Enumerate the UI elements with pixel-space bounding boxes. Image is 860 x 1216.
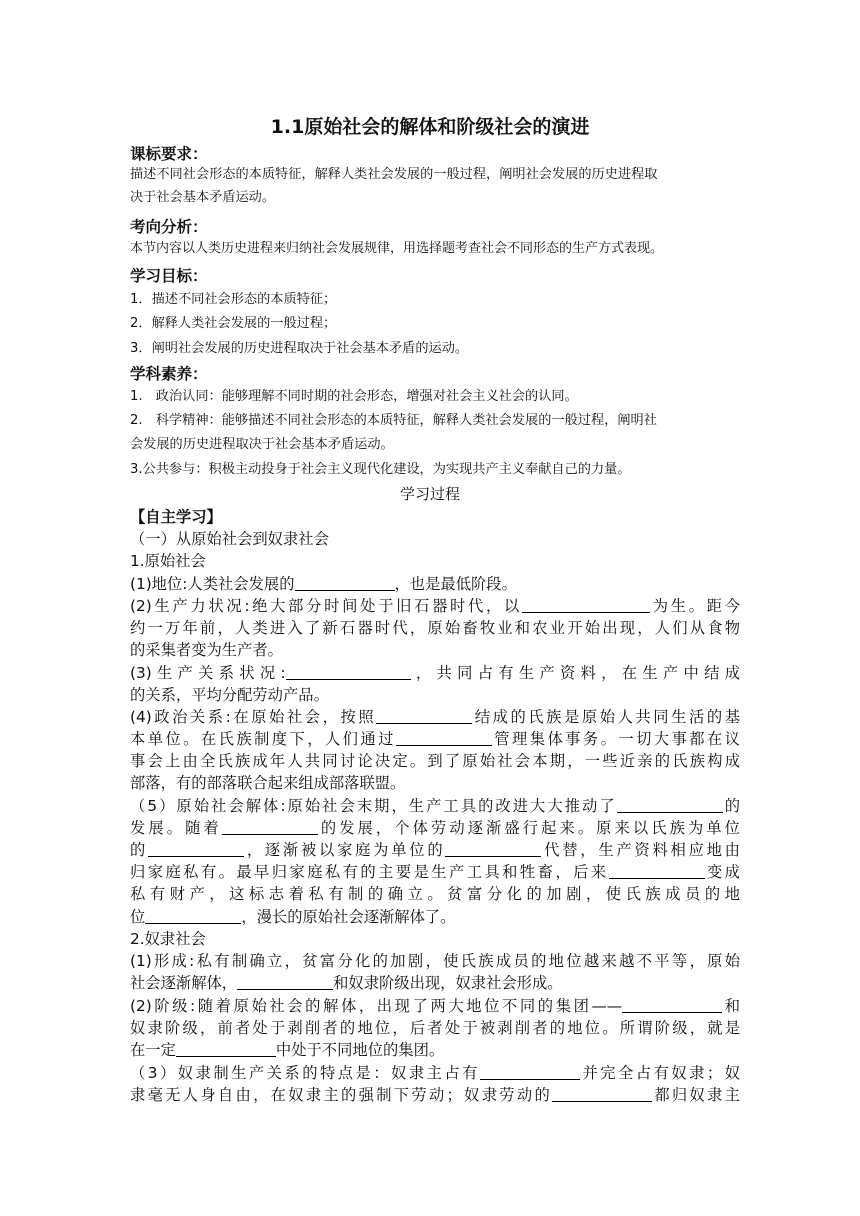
para-4-line-2: 本单位。在氏族制度下，人们通过 管理集体事务。一切大事都在议 <box>130 730 740 748</box>
mubiao-heading: 学习目标： <box>130 267 208 285</box>
section-primitive: 1.原始社会 <box>130 552 206 570</box>
para-3-line-1: (3)生产关系状况: ，共同占有生产资料，在生产中结成 <box>130 664 740 682</box>
fill-blank[interactable] <box>148 840 244 857</box>
slave-para-2-line-3: 在一定 中处于不同地位的集团。 <box>130 1041 445 1059</box>
mubiao-item-2: 2．解释人类社会发展的一般过程； <box>130 316 337 331</box>
para-4-line-4: 部落，有的部落联合起来组成部落联盟。 <box>130 774 406 792</box>
fill-blank[interactable] <box>295 574 395 591</box>
mubiao-item-3: 3．阐明社会发展的历史进程取决于社会基本矛盾的运动。 <box>130 341 469 356</box>
fill-blank[interactable] <box>396 729 492 746</box>
fill-blank[interactable] <box>286 663 411 680</box>
kebiao-heading: 课标要求： <box>130 145 208 163</box>
para-2-line-3: 的采集者变为生产者。 <box>130 641 283 659</box>
kaoxiang-heading: 考向分析： <box>130 218 208 236</box>
suyang-line-3: 会发展的历史进程取决于社会基本矛盾运动。 <box>130 437 394 452</box>
slave-para-3-line-2: 隶毫无人身自由，在奴隶主的强制下劳动；奴隶劳动的 都归奴隶主 <box>130 1086 740 1104</box>
para-4-line-1: (4)政治关系:在原始社会，按照 结成的氏族是原始人共同生活的基 <box>130 708 740 726</box>
suyang-line-2: 2. 科学精神：能够描述不同社会形态的本质特征，解释人类社会发展的一般过程，阐明社 <box>130 413 657 428</box>
para-5-line-6: 位 ，漫长的原始社会逐渐解体了。 <box>130 908 456 926</box>
section-slave: 2.奴隶社会 <box>130 930 206 948</box>
mubiao-item-1: 1．描述不同社会形态的本质特征； <box>130 292 337 307</box>
para-5-line-5: 私有财产，这标志着私有制的确立。贫富分化的加剧，使氏族成员的地 <box>130 885 740 903</box>
slave-para-2-line-1: (2)阶级:随着原始社会的解体，出现了两大地位不同的集团—— 和 <box>130 997 740 1015</box>
fill-blank[interactable] <box>617 796 723 813</box>
kaoxiang-line: 本节内容以人类历史进程来归纳社会发展规律，用选择题考查社会不同形态的生产方式表现。 <box>130 241 664 256</box>
process-title: 学习过程 <box>399 485 460 503</box>
fill-blank[interactable] <box>445 840 541 857</box>
fill-blank[interactable] <box>222 818 318 835</box>
slave-para-2-line-2: 奴隶阶级，前者处于剥削者的地位，后者处于被剥削者的地位。所谓阶级，就是 <box>130 1019 740 1037</box>
suyang-line-4: 3.公共参与：积极主动投身于社会主义现代化建设，为实现共产主义奉献自己的力量。 <box>130 462 631 477</box>
fill-blank[interactable] <box>237 973 333 990</box>
para-5-line-1: （5）原始社会解体:原始社会末期，生产工具的改进大大推动了 的 <box>130 797 740 815</box>
suyang-heading: 学科素养： <box>130 365 208 383</box>
kebiao-line-2: 决于社会基本矛盾运动。 <box>130 190 276 205</box>
para-5-line-3: 的 ，逐渐被以家庭为单位的 代替，生产资料相应地由 <box>130 841 740 859</box>
kebiao-line-1: 描述不同社会形态的本质特征，解释人类社会发展的一般过程，阐明社会发展的历史进程取 <box>130 167 658 182</box>
fill-blank[interactable] <box>480 1063 580 1080</box>
fill-blank[interactable] <box>176 1040 276 1057</box>
fill-blank[interactable] <box>376 707 472 724</box>
slave-para-3-line-1: （3）奴隶制生产关系的特点是：奴隶主占有 并完全占有奴隶；奴 <box>130 1064 740 1082</box>
suyang-line-1: 1. 政治认同：能够理解不同时期的社会形态，增强对社会主义社会的认同。 <box>130 389 578 404</box>
slave-para-1-line-1: (1)形成:私有制确立，贫富分化的加剧，使氏族成员的地位越来越不平等，原始 <box>130 952 740 970</box>
para-1-line-1: (1)地位:人类社会发展的 ，也是最低阶段。 <box>130 575 517 593</box>
para-4-line-3: 事会上由全氏族成年人共同讨论决定。到了原始社会本期，一些近亲的氏族构成 <box>130 752 740 770</box>
fill-blank[interactable] <box>622 996 722 1013</box>
fill-blank[interactable] <box>522 596 650 613</box>
para-5-line-4: 归家庭私有。最早归家庭私有的主要是生产工具和牲畜，后来 变成 <box>130 863 740 881</box>
slave-para-1-line-2: 社会逐渐解体， 和奴隶阶级出现，奴隶社会形成。 <box>130 974 563 992</box>
fill-blank[interactable] <box>145 907 241 924</box>
subsection-1: （一）从原始社会到奴隶社会 <box>130 530 329 548</box>
para-2-line-2: 约一万年前，人类进入了新石器时代，原始畜牧业和农业开始出现，人们从食物 <box>130 619 740 637</box>
para-3-line-2: 的关系，平均分配劳动产品。 <box>130 686 329 704</box>
study-heading: 【自主学习】 <box>130 508 222 526</box>
fill-blank[interactable] <box>552 1085 652 1102</box>
page-title: 1.1原始社会的解体和阶级社会的演进 <box>270 116 590 138</box>
para-5-line-2: 发展。随着 的发展，个体劳动逐渐盛行起来。原来以氏族为单位 <box>130 819 740 837</box>
para-2-line-1: (2)生产力状况:绝大部分时间处于旧石器时代，以 为生。距今 <box>130 597 740 615</box>
fill-blank[interactable] <box>609 862 705 879</box>
